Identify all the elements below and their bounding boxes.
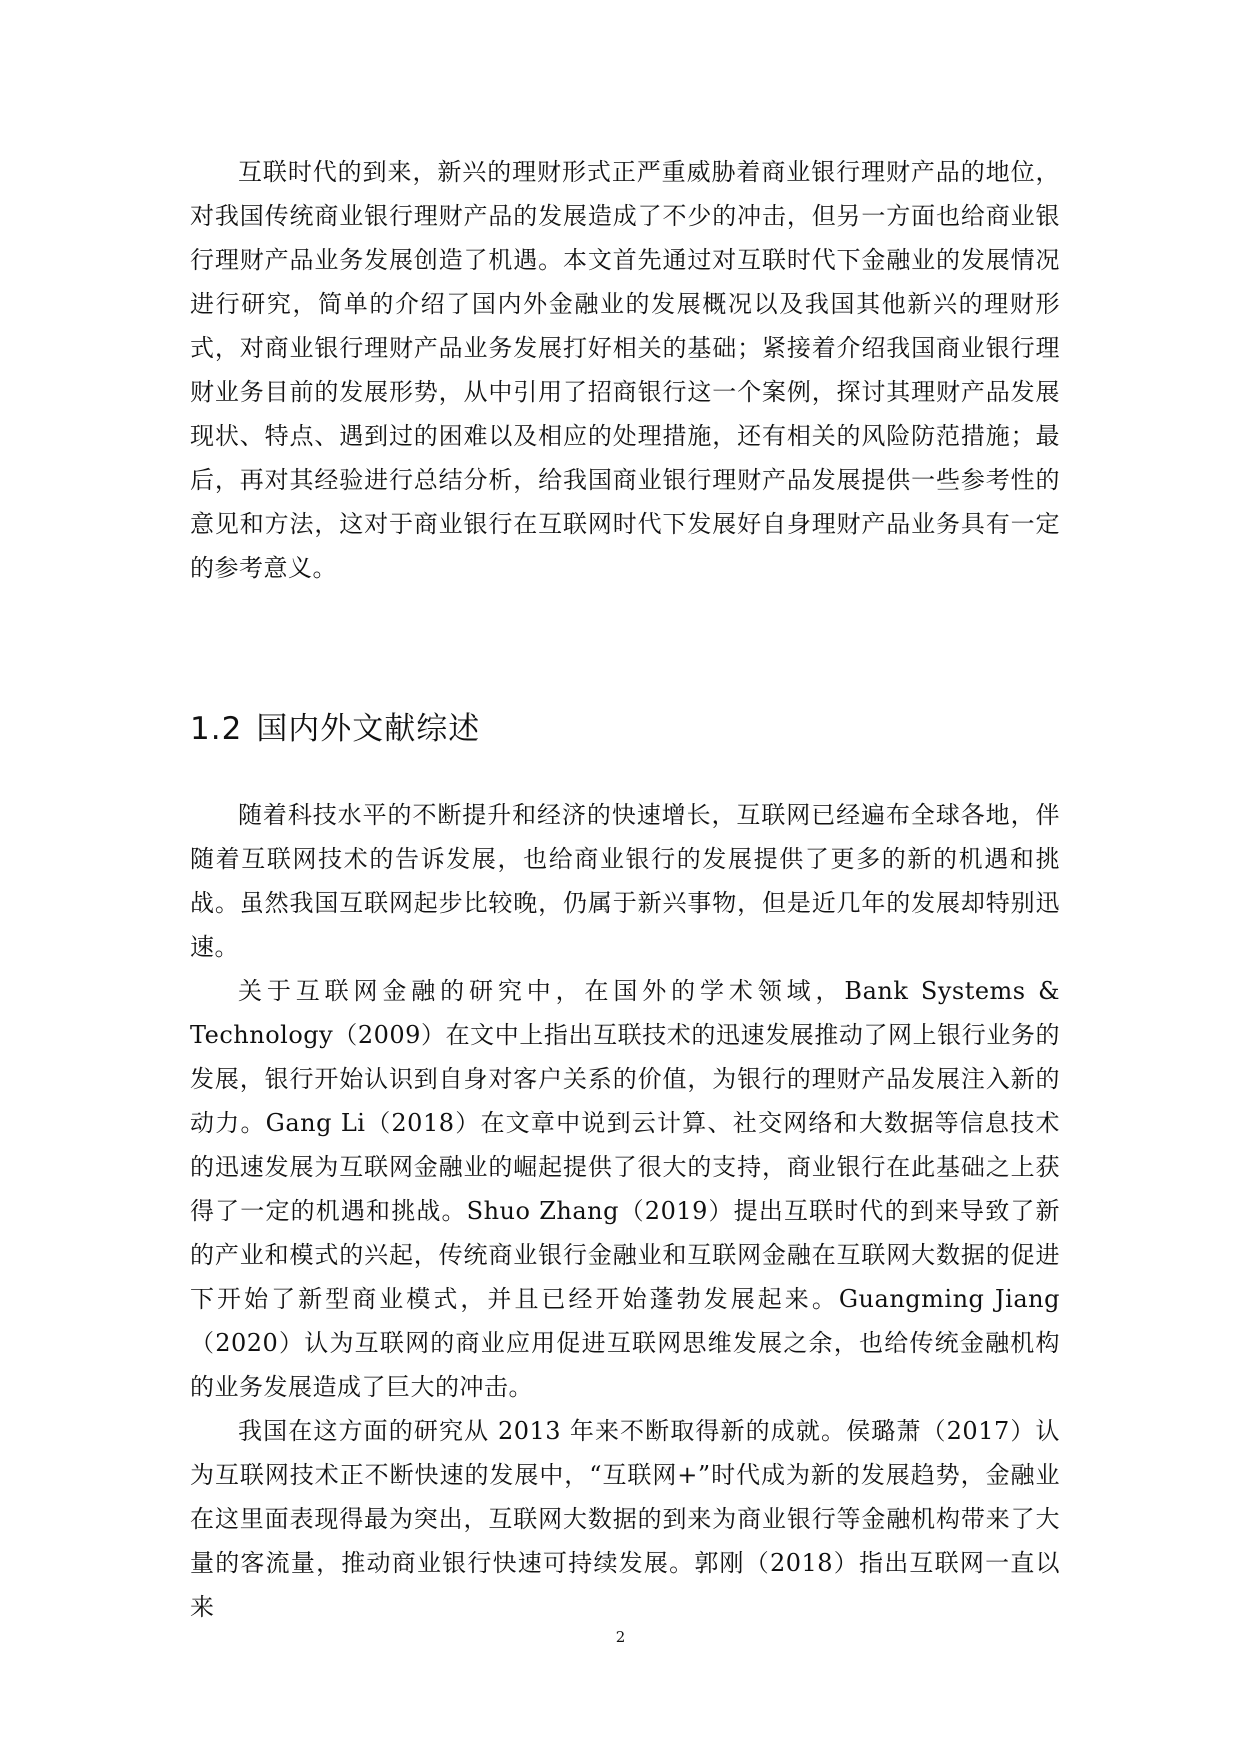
section-title: 国内外文献综述 — [256, 711, 481, 747]
body-paragraph-3: 我国在这方面的研究从 2013 年来不断取得新的成就。侯璐萧（2017）认为互联网技术正不断快速的发展中，“互联网+”时代成为新的发展趋势，金融业在这里面表现得最为突出，互联网大数据的到来为商业银行等金融机构带来了大量的客流量，推动商业银行快速可持续发展。郭刚（2018）指出互联网一直以来 — [190, 1417, 1060, 1621]
body-paragraph-2: 关于互联网金融的研究中，在国外的学术领域，Bank Systems & Technology（2009）在文中上指出互联技术的迅速发展推动了网上银行业务的发展，银行开始认识到自身对客户关系的价值，为银行的理财产品发展注入新的动力。Gang Li（2018）在文章中说到云计算、社交网络和大数据等信息技术的迅速发展为互联网金融业的崛起提供了很大的支持，商业银行在此基础之上获得了一定的机遇和挑战。Shuo Zhang（2019）提出互联时代的到来导致了新的产业和模式的兴起，传统商业银行金融业和互联网金融在互联网大数据的促进下开始了新型商业模式，并且已经开始蓬勃发展起来。Guangming Jiang（2020）认为互联网的商业应用促进互联网思维发展之余，也给传统金融机构的业务发展造成了巨大的冲击。 — [190, 977, 1060, 1401]
intro-section — [190, 150, 1060, 590]
body-paragraph-1: 随着科技水平的不断提升和经济的快速增长，互联网已经遍布全球各地，伴随着互联网技术的告诉发展，也给商业银行的发展提供了更多的新的机遇和挑战。虽然我国互联网起步比较晚，仍属于新兴事物，但是近几年的发展却特别迅速。 — [190, 801, 1060, 961]
section-number: 1.2 — [190, 711, 243, 747]
literature-review-body — [190, 793, 1060, 1629]
page-number: 2 — [615, 1628, 626, 1646]
intro-paragraph: 互联时代的到来，新兴的理财形式正严重威胁着商业银行理财产品的地位，对我国传统商业银行理财产品的发展造成了不少的冲击，但另一方面也给商业银行理财产品业务发展创造了机遇。本文首先通过对互联时代下金融业的发展情况进行研究，简单的介绍了国内外金融业的发展概况以及我国其他新兴的理财形式，对商业银行理财产品业务发展打好相关的基础；紧接着介绍我国商业银行理财业务目前的发展形势，从中引用了招商银行这一个案例，探讨其理财产品发展现状、特点、遇到过的困难以及相应的处理措施，还有相关的风险防范措施；最后，再对其经验进行总结分析，给我国商业银行理财产品发展提供一些参考性的意见和方法，这对于商业银行在互联网时代下发展好自身理财产品业务具有一定的参考意义。 — [190, 158, 1060, 582]
section-heading — [190, 707, 480, 751]
